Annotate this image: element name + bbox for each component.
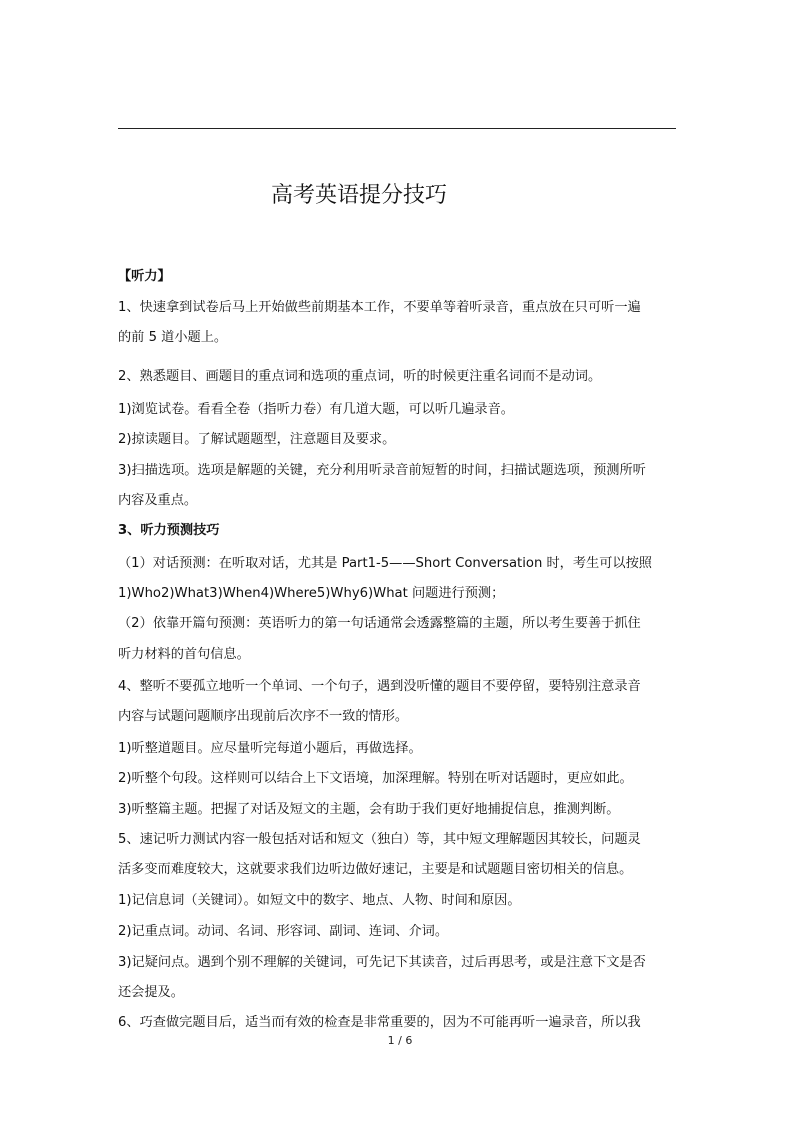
paragraph-line: 1)听整道题目。应尽量听完每道小题后，再做选择。 bbox=[118, 741, 422, 756]
paragraph-line: 还会提及。 bbox=[118, 985, 184, 1000]
paragraph-line: 的前 5 道小题上。 bbox=[118, 330, 228, 345]
paragraph-line: 1、快速拿到试卷后马上开始做些前期基本工作，不要单等着听录音，重点放在只可听一遍 bbox=[118, 300, 641, 315]
paragraph-line: 内容及重点。 bbox=[118, 493, 198, 508]
page-title: 高考英语提分技巧 bbox=[270, 183, 447, 208]
paragraph-line: 1)Who2)What3)When4)Where5)Why6)What 问题进行预测； bbox=[118, 586, 505, 601]
paragraph-line: 3、听力预测技巧 bbox=[118, 523, 220, 538]
paragraph-line: 听力材料的首句信息。 bbox=[118, 647, 250, 662]
paragraph-line: 【听力】 bbox=[118, 269, 171, 284]
paragraph-line: 2)记重点词。动词、名词、形容词、副词、连词、介词。 bbox=[118, 924, 449, 939]
paragraph-line: 5、速记听力测试内容一般包括对话和短文（独白）等，其中短文理解题因其较长，问题灵 bbox=[118, 832, 641, 847]
paragraph-line: 2)听整个句段。这样则可以结合上下文语境，加深理解。特别在听对话题时，更应如此。 bbox=[118, 771, 633, 786]
header-rule bbox=[118, 128, 676, 129]
page-indicator: 1 / 6 bbox=[387, 1034, 413, 1047]
paragraph-line: 6、巧查做完题目后，适当而有效的检查是非常重要的，因为不可能再听一遍录音，所以我 bbox=[118, 1015, 641, 1030]
paragraph-line: （1）对话预测：在听取对话，尤其是 Part1-5——Short Conversation 时，考生可以按照 bbox=[118, 556, 652, 571]
paragraph-line: （2）依靠开篇句预测：英语听力的第一句话通常会透露整篇的主题，所以考生要善于抓住 bbox=[118, 616, 641, 631]
paragraph-line: 4、整听不要孤立地听一个单词、一个句子，遇到没听懂的题目不要停留，要特别注意录音 bbox=[118, 679, 641, 694]
paragraph-line: 活多变而难度较大，这就要求我们边听边做好速记，主要是和试题题目密切相关的信息。 bbox=[118, 862, 633, 877]
paragraph-line: 3)听整篇主题。把握了对话及短文的主题，会有助于我们更好地捕捉信息，推测判断。 bbox=[118, 802, 620, 817]
paragraph-line: 3)扫描选项。选项是解题的关键，充分利用听录音前短暂的时间，扫描试题选项，预测所听 bbox=[118, 463, 646, 478]
paragraph-line: 2、熟悉题目、画题目的重点词和选项的重点词，听的时候更注重名词而不是动词。 bbox=[118, 369, 602, 384]
paragraph-line: 内容与试题问题顺序出现前后次序不一致的情形。 bbox=[118, 709, 409, 724]
paragraph-line: 1)记信息词（关键词）。如短文中的数字、地点、人物、时间和原因。 bbox=[118, 893, 521, 908]
paragraph-line: 2)掠读题目。了解试题题型，注意题目及要求。 bbox=[118, 432, 396, 447]
paragraph-line: 1)浏览试卷。看看全卷（指听力卷）有几道大题，可以听几遍录音。 bbox=[118, 402, 514, 417]
paragraph-line: 3)记疑问点。遇到个别不理解的关键词，可先记下其读音，过后再思考，或是注意下文是否 bbox=[118, 955, 646, 970]
